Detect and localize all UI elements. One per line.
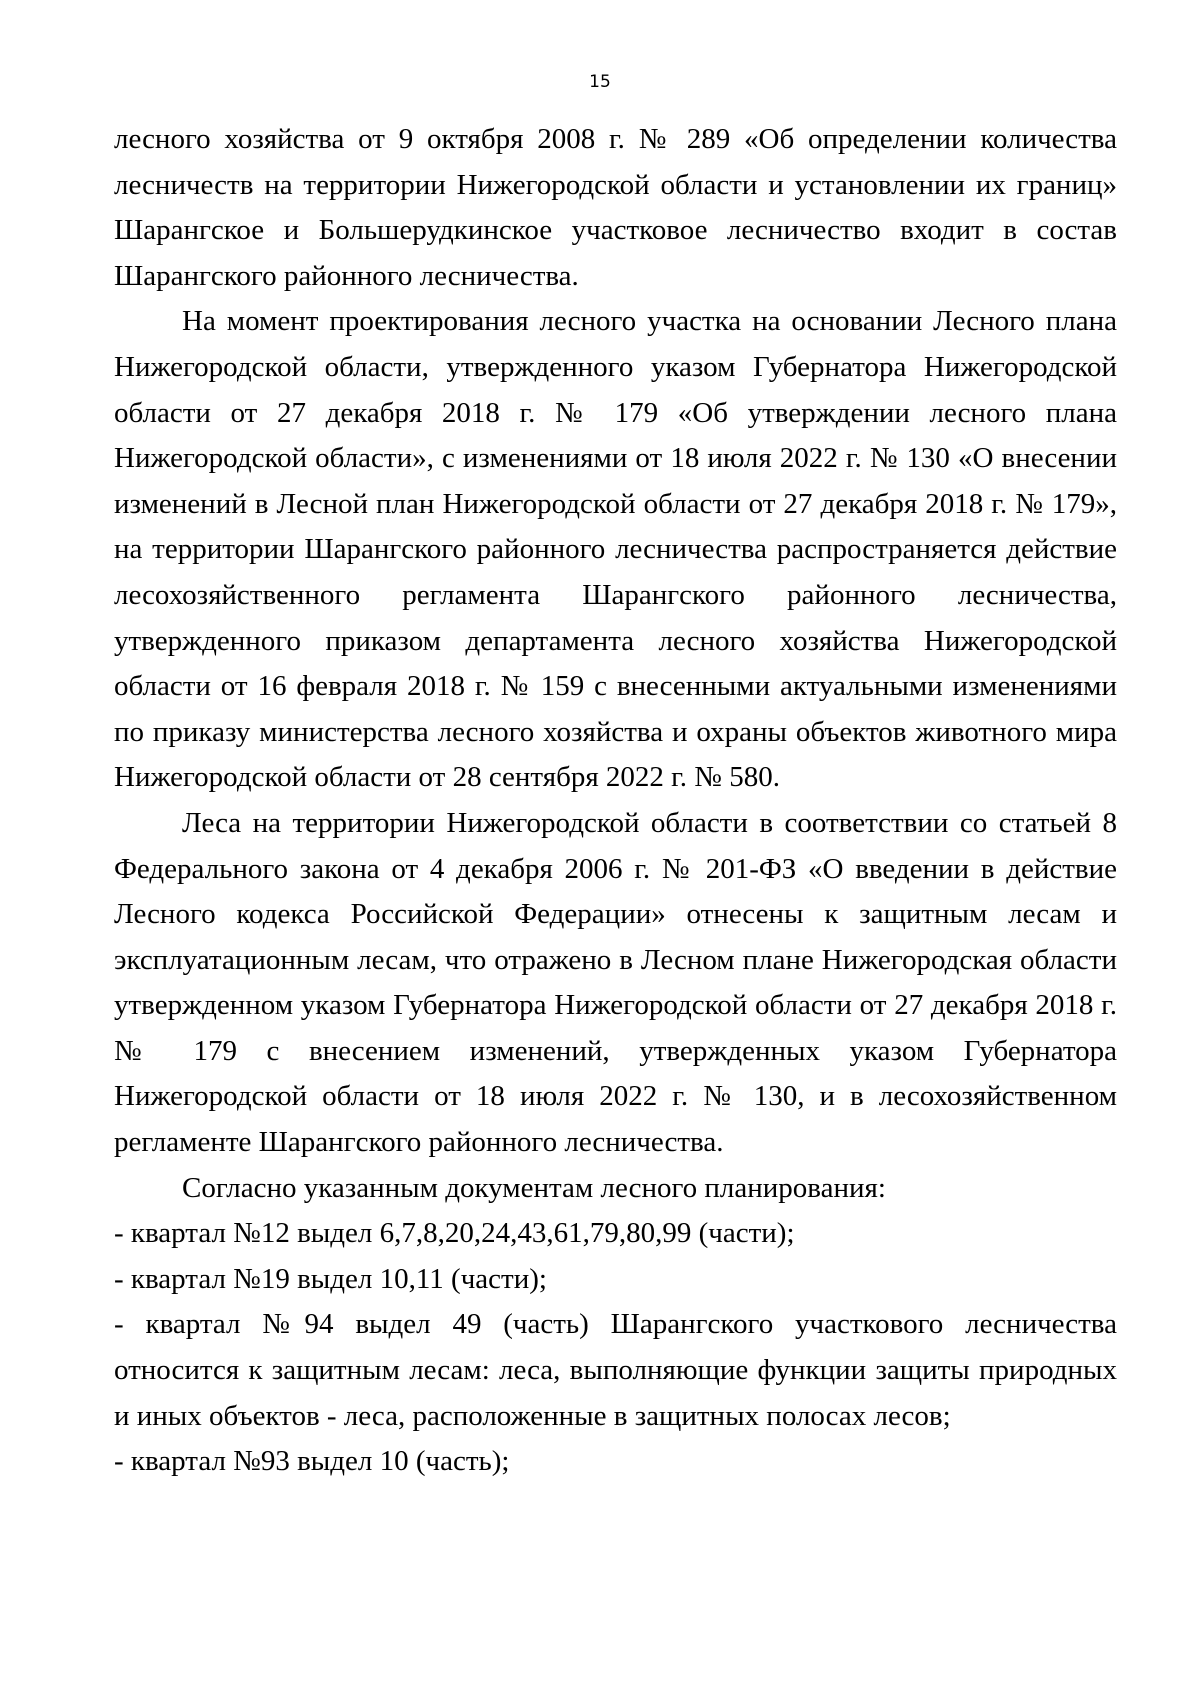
paragraph-documents-intro: Согласно указанным документам лесного планирования: <box>182 1171 886 1204</box>
list-item: - квартал №94 выдел 49 (часть) Шарангского участкового лесничества относится к защитным лесам: леса, выполняющие функции защиты природных и иных объектов - леса, расположенные в защитных полосах лесов; <box>114 1308 1117 1432</box>
paragraph-continuation: лесного хозяйства от 9 октября 2008 г. № 289 «Об определении количества лесничеств на территории Нижегородской области и установлении их границ» Шарангское и Большерудкинское участковое лесничество входит в состав Шарангского районного лесничества. <box>114 123 1117 292</box>
list-item: - квартал №12 выдел 6,7,8,20,24,43,61,79,80,99 (части); <box>114 1217 795 1250</box>
document-body <box>114 117 1117 1485</box>
page-number: 15 <box>589 72 611 92</box>
list-item: - квартал №93 выдел 10 (часть); <box>114 1445 510 1478</box>
paragraph-forest-plan: На момент проектирования лесного участка на основании Лесного плана Нижегородской области, утвержденного указом Губернатора Нижегородской области от 27 декабря 2018 г. № 179 «Об утверждении лесного плана Нижегородской области», с изменениями от 18 июля 2022 г. № 130 «О внесении изменений в Лесной план Нижегородской области от 27 декабря 2018 г. № 179», на территории Шарангского районного лесничества распространяется действие лесохозяйственного регламента Шарангского районного лесничества, утвержденного приказом департамента лесного хозяйства Нижегородской области от 16 февраля 2018 г. № 159 с внесенными актуальными изменениями по приказу министерства лесного хозяйства и охраны объектов животного мира Нижегородской области от 28 сентября 2022 г. № 580. <box>114 305 1117 794</box>
list-item: - квартал №19 выдел 10,11 (части); <box>114 1262 547 1295</box>
paragraph-forest-categories: Леса на территории Нижегородской области в соответствии со статьей 8 Федерального закона от 4 декабря 2006 г. № 201-ФЗ «О введении в действие Лесного кодекса Российской Федерации» отнесены к защитным лесам и эксплуатационным лесам, что отражено в Лесном плане Нижегородская области утвержденном указом Губернатора Нижегородской области от 27 декабря 2018 г. № 179 с внесением изменений, утвержденных указом Губернатора Нижегородской области от 18 июля 2022 г. № 130, и в лесохозяйственном регламенте Шарангского районного лесничества. <box>114 806 1117 1159</box>
